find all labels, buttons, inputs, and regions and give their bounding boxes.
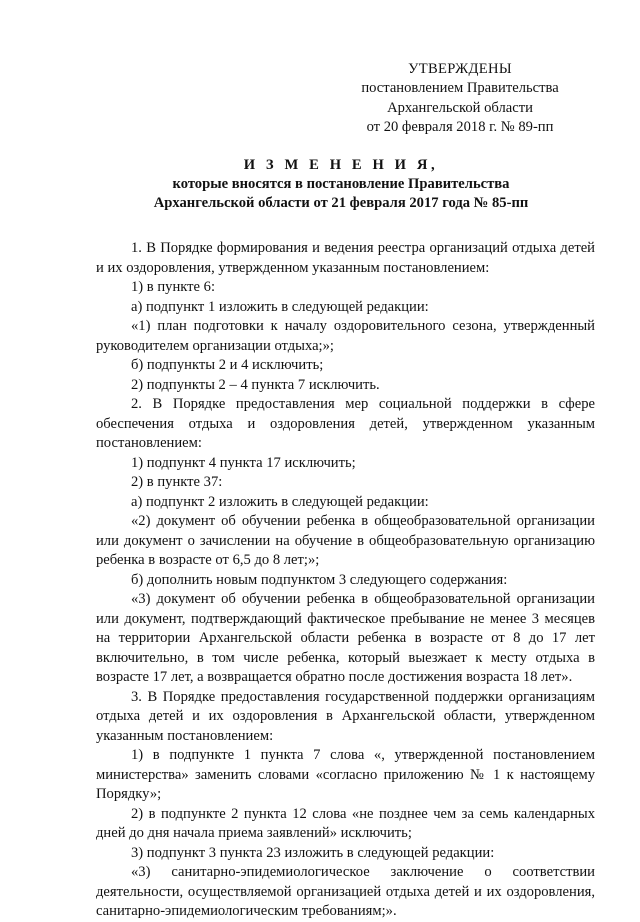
paragraph: 3. В Порядке предоставления государственной поддержки организациям отдыха детей и их оздоровления в Архангельской области, утвержденном указанным постановлением: (96, 688, 595, 744)
title-heading: И З М Е Н Е Н И Я, (243, 157, 439, 173)
paragraph: 1) подпункт 4 пункта 17 исключить; (131, 454, 356, 471)
paragraph: 2) в подпункте 2 пункта 12 слова «не позднее чем за семь календарных дней до дня начала приема заявлений» исключить; (96, 805, 595, 841)
paragraph: 1. В Порядке формирования и ведения реестра организаций отдыха детей и их оздоровления, утвержденном указанным постановлением: (96, 240, 595, 276)
paragraph: 3) подпункт 3 пункта 23 изложить в следующей редакции: (131, 844, 495, 861)
paragraph: б) подпункты 2 и 4 исключить; (131, 357, 324, 373)
approval-heading: УТВЕРЖДЕНЫ (408, 61, 512, 77)
document-body (96, 239, 595, 922)
paragraph: «3) санитарно-эпидемиологическое заключение о соответствии деятельности, осуществляемой организацией отдыха детей и их оздоровления, санитарно-эпидемиологическим требованиям;». (96, 864, 595, 919)
paragraph: 1) в подпункте 1 пункта 7 слова «, утвержденной постановлением министерства» заменить словами «согласно приложению № 1 к настоящему Порядку»; (96, 747, 595, 802)
paragraph: «1) план подготовки к началу оздоровительного сезона, утвержденный руководителем организации отдыха;»; (96, 318, 595, 354)
paragraph: 2. В Порядке предоставления мер социальной поддержки в сфере обеспечения отдыха и оздоровления детей, утвержденном указанным постановлением: (96, 396, 595, 451)
approval-date: от 20 февраля 2018 г. № 89-пп (366, 119, 554, 136)
document-title (96, 156, 586, 213)
title-subline: которые вносятся в постановление Правительства (172, 176, 510, 192)
paragraph: а) подпункт 2 изложить в следующей редакции: (131, 493, 429, 510)
paragraph: 2) подпункты 2 – 4 пункта 7 исключить. (131, 376, 380, 393)
paragraph: 1) в пункте 6: (131, 279, 216, 295)
paragraph: «2) документ об обучении ребенка в общеобразовательной организации или документ о зачислении на обучение в общеобразовательную организацию ребенка в возрасте от 6,5 до 8 лет;»; (96, 513, 595, 568)
approval-line: постановлением Правительства (361, 80, 559, 97)
paragraph: 2) в пункте 37: (131, 474, 223, 490)
approval-stamp (360, 60, 560, 138)
paragraph: б) дополнить новым подпунктом 3 следующего содержания: (131, 571, 508, 588)
approval-line: Архангельской области (387, 99, 533, 116)
paragraph: а) подпункт 1 изложить в следующей редакции: (131, 298, 429, 315)
title-subline: Архангельской области от 21 февраля 2017 года № 85-пп (153, 195, 529, 211)
paragraph: «3) документ об обучении ребенка в общеобразовательной организации или документ, подтверждающий фактическое пребывание не менее 3 месяцев на территории Архангельской области ребенка в возрасте от 8 до 17 лет включительно, в том числе ребенка, который выезжает к месту отдыха в возрасте 17 лет, а возвращается обратно после достижения возраста 18 лет». (96, 591, 595, 685)
